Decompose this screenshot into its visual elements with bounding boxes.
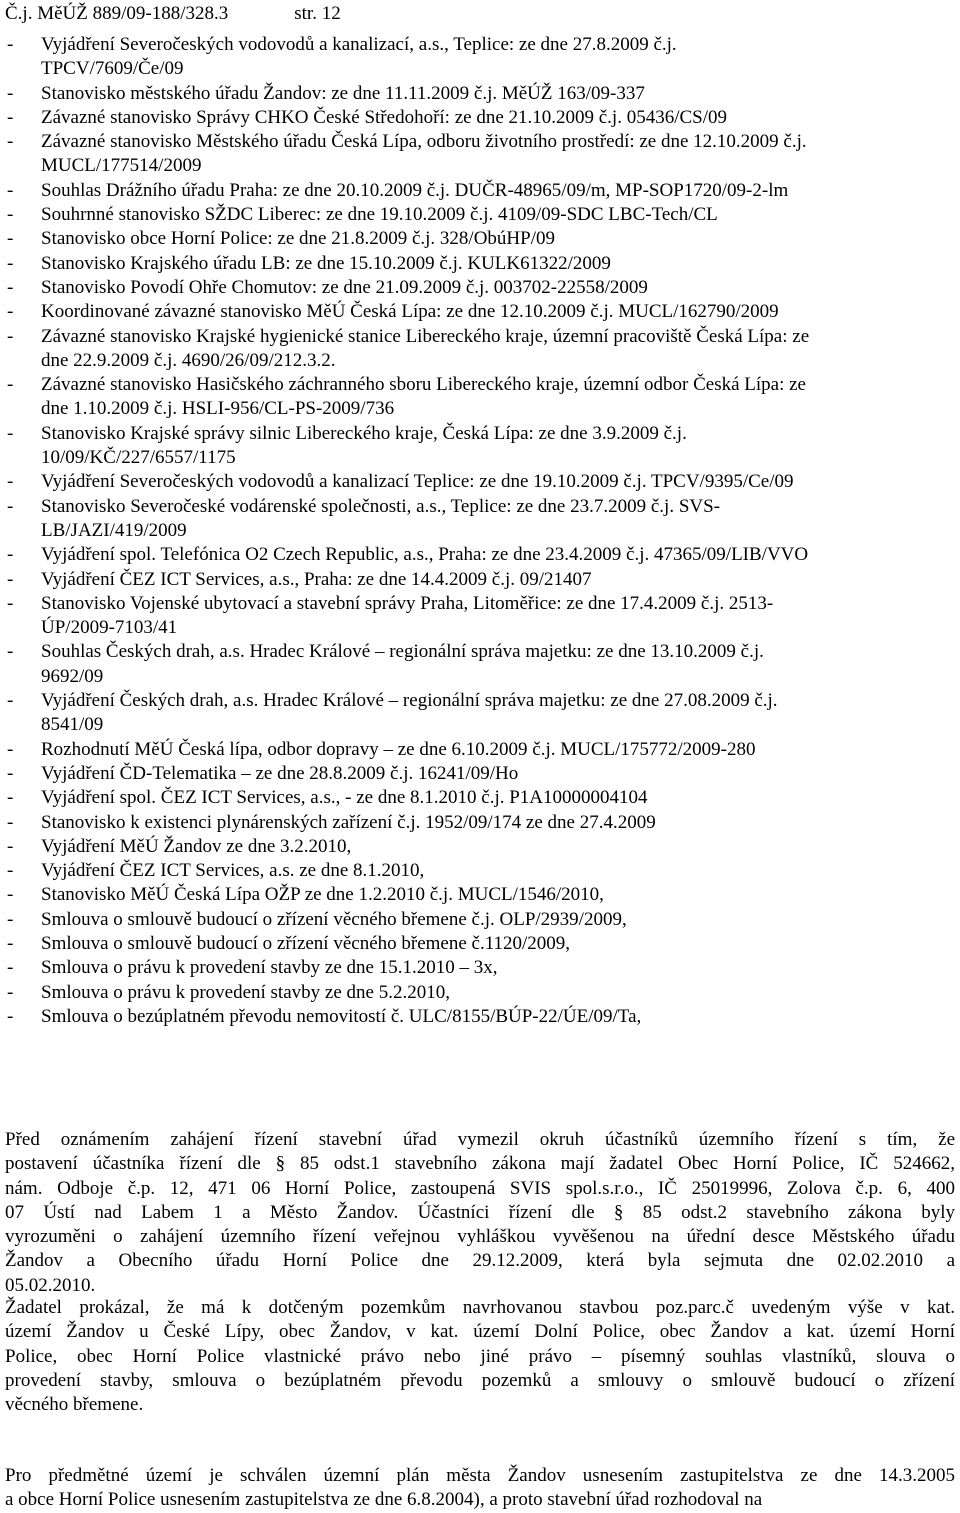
list-item — [5, 762, 955, 786]
list-item — [5, 422, 955, 471]
list-item — [5, 689, 955, 738]
list-item-text: Stanovisko MěÚ Česká Lípa OŽP ze dne 1.2.2010 č.j. MUCL/1546/2010, — [41, 884, 604, 906]
list-dash: - — [7, 762, 14, 784]
list-dash: - — [7, 835, 14, 857]
list-item-text: Smlouva o smlouvě budoucí o zřízení věcného břemene č.j. OLP/2939/2009, — [41, 908, 627, 930]
list-item — [5, 908, 955, 932]
list-item — [5, 33, 955, 82]
list-item-text: dne 22.9.2009 č.j. 4690/26/09/212.3.2. — [41, 349, 336, 371]
list-item-text: Koordinované závazné stanovisko MěÚ Česká Lípa: ze dne 12.10.2009 č.j. MUCL/162790/2009 — [41, 301, 779, 323]
list-item-text: Vyjádření ČD-Telematika – ze dne 28.8.2009 č.j. 16241/09/Ho — [41, 762, 519, 784]
list-item-text: dne 1.10.2009 č.j. HSLI-956/CL-PS-2009/736 — [41, 398, 395, 420]
list-item — [5, 470, 955, 494]
list-item-text: TPCV/7609/Če/09 — [41, 58, 184, 80]
list-dash: - — [7, 908, 14, 930]
list-item — [5, 883, 955, 907]
list-dash: - — [7, 592, 14, 614]
list-item-text: MUCL/177514/2009 — [41, 155, 202, 177]
list-dash: - — [7, 957, 14, 979]
list-dash: - — [7, 787, 14, 809]
paragraph-line: Pro předmětné území je schválen územní plán města Žandov usnesením zastupitelstva ze dne 14.3.2005 — [5, 1465, 955, 1486]
list-item-text: Souhlas Českých drah, a.s. Hradec Králové – regionální správa majetku: ze dne 13.10.2009 č.j. — [41, 641, 764, 663]
list-item — [5, 835, 955, 859]
list-dash: - — [7, 495, 14, 517]
attachment-list — [5, 33, 955, 1029]
list-item — [5, 130, 955, 179]
list-item-text: Smlouva o právu k provedení stavby ze dne 5.2.2010, — [41, 981, 450, 1003]
list-item-text: Souhrnné stanovisko SŽDC Liberec: ze dne 19.10.2009 č.j. 4109/09-SDC LBC-Tech/CL — [41, 204, 718, 226]
list-item — [5, 859, 955, 883]
list-dash: - — [7, 860, 14, 882]
list-dash: - — [7, 252, 14, 274]
list-item — [5, 1005, 955, 1029]
list-item — [5, 82, 955, 106]
list-item — [5, 640, 955, 689]
list-item — [5, 373, 955, 422]
list-item-text: Smlouva o bezúplatném převodu nemovitostí č. ULC/8155/BÚP-22/ÚE/09/Ta, — [41, 1005, 642, 1027]
list-item-text: Závazné stanovisko Hasičského záchranného sboru Libereckého kraje, územní odbor Česká Lípa: ze — [41, 374, 806, 396]
list-item-text: ÚP/2009-7103/41 — [41, 617, 178, 639]
list-item-text: Závazné stanovisko Krajské hygienické stanice Libereckého kraje, územní pracoviště Česká Lípa: ze — [41, 325, 810, 347]
list-item — [5, 738, 955, 762]
paragraph-line: Žadatel prokázal, že má k dotčeným pozemkům navrhovanou stavbou poz.parc.č uvedeným výše v kat. — [5, 1297, 955, 1318]
list-dash: - — [7, 422, 14, 444]
paragraph-line: provedení stavby, smlouva o bezúplatném převodu pozemků a smlouvy o smlouvě budoucí o zřízení — [5, 1369, 955, 1391]
paragraph-line: a obce Horní Police usnesením zastupitelstva ze dne 6.8.2004), a proto stavební úřad rozhodoval na — [5, 1489, 763, 1511]
list-item-text: 8541/09 — [41, 714, 104, 736]
paragraph-participants — [5, 1128, 955, 1298]
list-item-text: Souhlas Drážního úřadu Praha: ze dne 20.10.2009 č.j. DUČR-48965/09/m, MP-SOP1720/09-2-lm — [41, 179, 789, 201]
list-dash: - — [7, 301, 14, 323]
list-dash: - — [7, 179, 14, 201]
paragraph-line: vyrozuměni o zahájení územního řízení veřejnou vyhláškou vyvěšenou na úřední desce Městského úřadu — [5, 1226, 955, 1248]
list-item-text: Vyjádření Severočeských vodovodů a kanalizací, a.s., Teplice: ze dne 27.8.2009 č.j. — [41, 34, 677, 55]
list-item-text: Rozhodnutí MěÚ Česká lípa, odbor dopravy – ze dne 6.10.2009 č.j. MUCL/175772/2009-280 — [41, 738, 756, 760]
list-item-text: Vyjádření spol. Telefónica O2 Czech Republic, a.s., Praha: ze dne 23.4.2009 č.j. 47365/09/LIB/VVO — [41, 544, 809, 566]
list-dash: - — [7, 204, 14, 226]
list-item-text: Vyjádření MěÚ Žandov ze dne 3.2.2010, — [41, 835, 352, 857]
list-item-text: Stanovisko Krajského úřadu LB: ze dne 15.10.2009 č.j. KULK61322/2009 — [41, 252, 611, 274]
list-item-text: Smlouva o právu k provedení stavby ze dne 15.1.2010 – 3x, — [41, 957, 498, 979]
list-item — [5, 786, 955, 810]
list-item-text: Závazné stanovisko Správy CHKO České Středohoří: ze dne 21.10.2009 č.j. 05436/CS/09 — [41, 106, 728, 128]
list-dash: - — [7, 374, 14, 396]
list-item-text: Stanovisko k existenci plynárenských zařízení č.j. 1952/09/174 ze dne 27.4.2009 — [41, 811, 656, 833]
list-item — [5, 300, 955, 324]
paragraph-zoning-plan — [5, 1464, 955, 1513]
paragraph-line: postavení účastníka řízení dle § 85 odst.1 stavebního zákona mají žadatel Obec Horní Police, IČ 524662, — [5, 1153, 955, 1175]
list-item-text: 10/09/KČ/227/6557/1175 — [41, 447, 236, 469]
list-dash: - — [7, 932, 14, 954]
list-item-text: Vyjádření Severočeských vodovodů a kanalizací Teplice: ze dne 19.10.2009 č.j. TPCV/9395/Ce/09 — [41, 471, 794, 493]
list-item — [5, 981, 955, 1005]
list-item — [5, 543, 955, 567]
list-dash: - — [7, 568, 14, 590]
paragraph-line: 07 Ústí nad Labem 1 a Město Žandov. Účastníci řízení dle § 85 odst.2 stavebního zákona byly — [5, 1201, 955, 1223]
list-item-text: Vyjádření ČEZ ICT Services, a.s., Praha: ze dne 14.4.2009 č.j. 09/21407 — [41, 568, 592, 590]
list-item — [5, 252, 955, 276]
list-dash: - — [7, 884, 14, 906]
list-item-text: Vyjádření Českých drah, a.s. Hradec Králové – regionální správa majetku: ze dne 27.08.2009 č.j. — [41, 690, 778, 712]
list-dash: - — [7, 34, 14, 55]
list-item — [5, 932, 955, 956]
paragraph-ownership — [5, 1296, 955, 1417]
list-dash: - — [7, 641, 14, 663]
list-item — [5, 956, 955, 980]
list-dash: - — [7, 471, 14, 493]
list-item — [5, 811, 955, 835]
list-item-text: Stanovisko Krajské správy silnic Libereckého kraje, Česká Lípa: ze dne 3.9.2009 č.j. — [41, 422, 687, 444]
list-item-text: Vyjádření ČEZ ICT Services, a.s. ze dne 8.1.2010, — [41, 860, 425, 882]
list-item — [5, 179, 955, 203]
list-dash: - — [7, 811, 14, 833]
list-dash: - — [7, 131, 14, 153]
list-dash: - — [7, 82, 14, 104]
paragraph-line: Před oznámením zahájení řízení stavební úřad vymezil okruh účastníků územního řízení s tím, že — [5, 1129, 955, 1150]
list-item — [5, 276, 955, 300]
list-item-text: Stanovisko městského úřadu Žandov: ze dne 11.11.2009 č.j. MěÚŽ 163/09-337 — [41, 82, 645, 104]
list-item — [5, 227, 955, 251]
list-dash: - — [7, 544, 14, 566]
list-dash: - — [7, 690, 14, 712]
list-item-text: Stanovisko Vojenské ubytovací a stavební správy Praha, Litoměřice: ze dne 17.4.2009 č.j. 2513- — [41, 592, 774, 614]
list-dash: - — [7, 738, 14, 760]
list-item-text: LB/JAZI/419/2009 — [41, 519, 187, 541]
list-dash: - — [7, 981, 14, 1003]
paragraph-line: nám. Odboje č.p. 12, 471 06 Horní Police, zastoupená SVIS spol.s.r.o., IČ 25019996, Zolova č.p. 6, 400 — [5, 1177, 955, 1199]
list-item-text: Smlouva o smlouvě budoucí o zřízení věcného břemene č.1120/2009, — [41, 932, 571, 954]
list-item-text: 9692/09 — [41, 665, 104, 687]
paragraph-line: Žandov a Obecního úřadu Horní Police dne 29.12.2009, která byla sejmuta dne 02.02.2010 a — [5, 1250, 955, 1272]
list-item — [5, 106, 955, 130]
list-item — [5, 325, 955, 374]
list-dash: - — [7, 325, 14, 347]
list-item — [5, 203, 955, 227]
list-item-text: Vyjádření spol. ČEZ ICT Services, a.s., - ze dne 8.1.2010 č.j. P1A10000004104 — [41, 787, 648, 809]
list-item — [5, 592, 955, 641]
list-dash: - — [7, 228, 14, 250]
list-item-text: Stanovisko obce Horní Police: ze dne 21.8.2009 č.j. 328/ObúHP/09 — [41, 228, 555, 250]
paragraph-line: 05.02.2010. — [5, 1274, 96, 1296]
list-item — [5, 495, 955, 544]
paragraph-line: Police, obec Horní Police vlastnické právo nebo jiné právo – písemný souhlas vlastníků, slouva o — [5, 1345, 955, 1367]
list-dash: - — [7, 276, 14, 298]
list-item-text: Stanovisko Povodí Ohře Chomutov: ze dne 21.09.2009 č.j. 003702-22558/2009 — [41, 276, 648, 298]
list-dash: - — [7, 1005, 14, 1027]
page-header — [5, 2, 341, 26]
paragraph-line: věcného břemene. — [5, 1394, 144, 1416]
list-item-text: Stanovisko Severočeské vodárenské společnosti, a.s., Teplice: ze dne 23.7.2009 č.j. SVS- — [41, 495, 721, 517]
paragraph-line: území Žandov u České Lípy, obec Žandov, v kat. území Dolní Police, obec Žandov a kat. území Horní — [5, 1321, 955, 1343]
document-reference: Č.j. MěÚŽ 889/09-188/328.3 — [5, 3, 229, 24]
list-item-text: Závazné stanovisko Městského úřadu Česká Lípa, odboru životního prostředí: ze dne 12.10.2009 č.j. — [41, 131, 807, 153]
page-number: str. 12 — [294, 3, 341, 24]
list-item — [5, 568, 955, 592]
list-dash: - — [7, 106, 14, 128]
